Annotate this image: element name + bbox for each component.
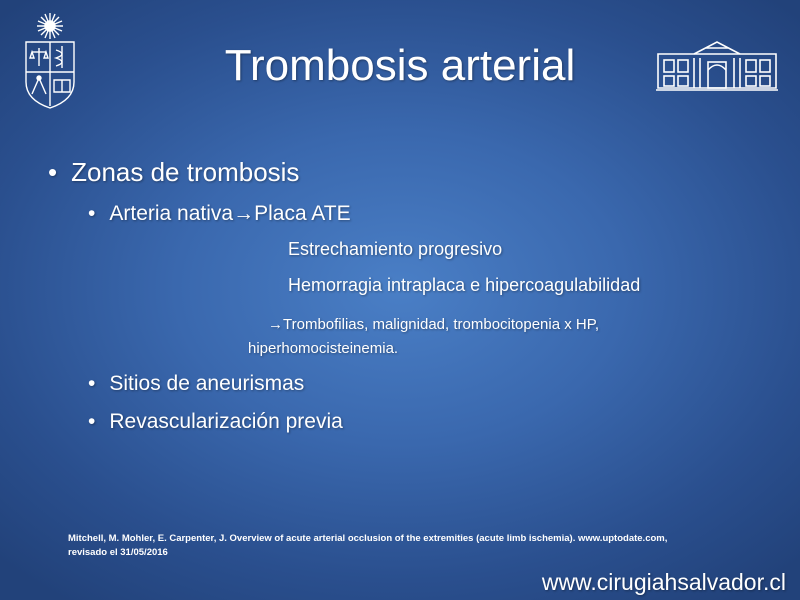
bullet-text-pre: Arteria nativa — [109, 202, 234, 225]
bullet-text: Revascularización previa — [109, 410, 343, 433]
bullet-revascularizacion — [88, 408, 343, 436]
bullet-text-post: Placa ATE — [254, 202, 351, 225]
arrow-right-icon: → — [233, 202, 255, 225]
sub-item-hemorragia: Hemorragia intraplaca e hipercoagulabilidad — [288, 275, 641, 295]
sub-item-trombofilias — [268, 314, 599, 336]
bullet-dot-icon: • — [88, 410, 96, 433]
arrow-right-icon: → — [268, 316, 283, 333]
bullet-text: Zonas de trombosis — [71, 157, 300, 187]
sub-item-trombofilias-text: Trombofilias, malignidad, trombocitopenia x HP, — [283, 316, 599, 333]
reference-line-2: revisado el 31/05/2016 — [68, 547, 168, 558]
bullet-sitios-aneurismas — [88, 370, 304, 398]
sub-item-hiperhomocisteinemia: hiperhomocisteinemia. — [248, 340, 399, 357]
sub-item-estrechamiento: Estrechamiento progresivo — [288, 239, 503, 259]
bullet-dot-icon: • — [88, 202, 96, 225]
slide-title: Trombosis arterial — [224, 41, 576, 90]
bullet-dot-icon: • — [48, 157, 58, 187]
reference-citation — [68, 532, 758, 560]
reference-line-1: Mitchell, M. Mohler, E. Carpenter, J. Overview of acute arterial occlusion of the extremities (acute limb ischemia). www.uptodate.com, — [68, 533, 668, 544]
bullet-zonas-trombosis — [48, 156, 299, 188]
footer-website-link[interactable]: www.cirugiahsalvador.cl — [541, 569, 786, 595]
bullet-dot-icon: • — [88, 372, 96, 395]
bullet-text: Sitios de aneurismas — [109, 372, 305, 395]
bullet-arteria-nativa — [88, 200, 351, 228]
